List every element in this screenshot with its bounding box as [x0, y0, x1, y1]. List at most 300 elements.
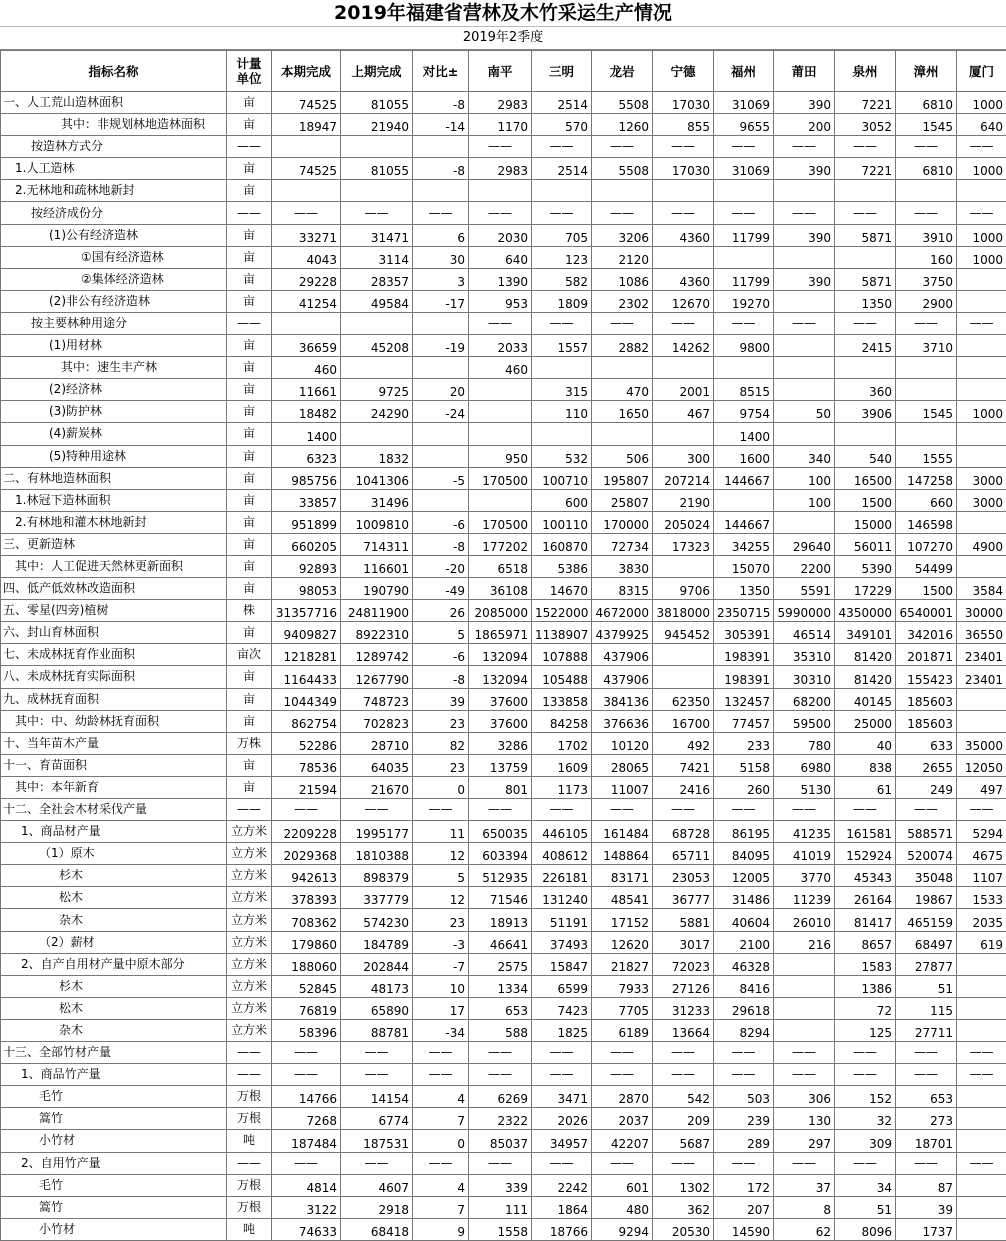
value-cell: 6599 [532, 975, 592, 997]
value-cell: 1545 [896, 114, 957, 136]
value-cell: 14262 [653, 335, 714, 357]
value-cell: 4379925 [592, 622, 653, 644]
value-cell: 239 [714, 1108, 774, 1130]
value-cell: 2037 [592, 1108, 653, 1130]
unit-cell: 亩 [227, 114, 272, 136]
value-cell: 65890 [341, 997, 413, 1019]
value-cell [957, 335, 1006, 357]
value-cell: 0 [413, 776, 469, 798]
value-cell: 13759 [469, 754, 532, 776]
value-cell: 27711 [896, 1019, 957, 1041]
value-cell: 273 [896, 1108, 957, 1130]
value-cell: 21670 [341, 776, 413, 798]
value-cell: —— [272, 799, 341, 821]
value-cell: 2322 [469, 1108, 532, 1130]
value-cell: —— [653, 1042, 714, 1064]
value-cell: 1267790 [341, 666, 413, 688]
value-cell [957, 975, 1006, 997]
value-cell: 1350 [714, 578, 774, 600]
table-row [1, 335, 1006, 357]
value-cell: 26 [413, 600, 469, 622]
value-cell: 1609 [532, 754, 592, 776]
value-cell: 4360 [653, 268, 714, 290]
value-cell [957, 1218, 1006, 1240]
value-cell: 3910 [896, 224, 957, 246]
value-cell: 1386 [835, 975, 896, 997]
value-cell: 1557 [532, 335, 592, 357]
value-cell: 41254 [272, 290, 341, 312]
value-cell: 2035 [957, 909, 1006, 931]
value-cell: 59500 [774, 710, 835, 732]
indicator-name-cell: 其中：速生丰产林 [1, 357, 227, 379]
value-cell: 1865971 [469, 622, 532, 644]
value-cell: 31069 [714, 92, 774, 114]
table-row [1, 357, 1006, 379]
table-row [1, 1064, 1006, 1086]
value-cell: 8315 [592, 578, 653, 600]
value-cell: 62 [774, 1218, 835, 1240]
value-cell [653, 180, 714, 202]
column-header: 本期完成 [272, 51, 341, 92]
value-cell: 6774 [341, 1108, 413, 1130]
unit-cell: 万根 [227, 1108, 272, 1130]
value-cell: 85037 [469, 1130, 532, 1152]
value-cell: —— [469, 1064, 532, 1086]
value-cell [957, 445, 1006, 467]
value-cell: 20530 [653, 1218, 714, 1240]
indicator-name-cell: 其中：非规划林地造林面积 [1, 114, 227, 136]
value-cell: 21594 [272, 776, 341, 798]
value-cell: 3017 [653, 931, 714, 953]
value-cell: -49 [413, 578, 469, 600]
value-cell [957, 710, 1006, 732]
value-cell: 42207 [592, 1130, 653, 1152]
value-cell [341, 357, 413, 379]
value-cell [653, 666, 714, 688]
value-cell [413, 357, 469, 379]
indicator-name-cell: 其中：本年新育 [1, 776, 227, 798]
value-cell: —— [835, 799, 896, 821]
value-cell: 650035 [469, 821, 532, 843]
value-cell: 170500 [469, 511, 532, 533]
table-row [1, 158, 1006, 180]
value-cell: 125 [835, 1019, 896, 1041]
table-row [1, 1019, 1006, 1041]
value-cell: 23053 [653, 865, 714, 887]
indicator-name-cell: 一、人工荒山造林面积 [1, 92, 227, 114]
value-cell: 64035 [341, 754, 413, 776]
table-row [1, 710, 1006, 732]
value-cell: 6323 [272, 445, 341, 467]
indicator-name-cell: (1)用材林 [1, 335, 227, 357]
value-cell: 1545 [896, 401, 957, 423]
value-cell [469, 423, 532, 445]
period-subtitle: 2019年2季度 [0, 27, 1006, 50]
value-cell [653, 246, 714, 268]
value-cell: 2190 [653, 489, 714, 511]
value-cell: 2900 [896, 290, 957, 312]
value-cell: 226181 [532, 865, 592, 887]
value-cell: 37600 [469, 688, 532, 710]
column-header: 计量单位 [227, 51, 272, 92]
value-cell: —— [896, 1152, 957, 1174]
value-cell: 160 [896, 246, 957, 268]
value-cell: —— [341, 202, 413, 224]
indicator-name-cell: 1.人工造林 [1, 158, 227, 180]
unit-cell: 亩次 [227, 644, 272, 666]
value-cell: 460 [272, 357, 341, 379]
value-cell: 52286 [272, 732, 341, 754]
value-cell: 144667 [714, 511, 774, 533]
value-cell: —— [469, 312, 532, 334]
value-cell: 172 [714, 1174, 774, 1196]
unit-cell: 亩 [227, 246, 272, 268]
value-cell: 588571 [896, 821, 957, 843]
table-row [1, 666, 1006, 688]
value-cell: 2120 [592, 246, 653, 268]
value-cell: 945452 [653, 622, 714, 644]
unit-cell: 亩 [227, 335, 272, 357]
indicator-name-cell: 杉木 [1, 865, 227, 887]
value-cell: 62350 [653, 688, 714, 710]
table-row [1, 379, 1006, 401]
column-header: 福州 [714, 51, 774, 92]
value-cell: 16500 [835, 467, 896, 489]
value-cell: 23 [413, 754, 469, 776]
value-cell [413, 445, 469, 467]
value-cell: 640 [469, 246, 532, 268]
value-cell: 3710 [896, 335, 957, 357]
value-cell: 2415 [835, 335, 896, 357]
value-cell: 14590 [714, 1218, 774, 1240]
value-cell: 30 [413, 246, 469, 268]
value-cell: 39 [896, 1196, 957, 1218]
value-cell: 116601 [341, 555, 413, 577]
value-cell: 3052 [835, 114, 896, 136]
value-cell: 23 [413, 710, 469, 732]
value-cell: —— [896, 1042, 957, 1064]
table-row [1, 114, 1006, 136]
value-cell: 7423 [532, 997, 592, 1019]
value-cell: 84258 [532, 710, 592, 732]
value-cell: 37 [774, 1174, 835, 1196]
value-cell: 8096 [835, 1218, 896, 1240]
value-cell: 6189 [592, 1019, 653, 1041]
value-cell: 188060 [272, 953, 341, 975]
value-cell: 1702 [532, 732, 592, 754]
value-cell: 2655 [896, 754, 957, 776]
value-cell: 6518 [469, 555, 532, 577]
unit-cell: 亩 [227, 357, 272, 379]
unit-cell: 亩 [227, 776, 272, 798]
unit-cell: 亩 [227, 754, 272, 776]
value-cell [835, 180, 896, 202]
value-cell: —— [592, 1064, 653, 1086]
table-row [1, 622, 1006, 644]
value-cell [714, 489, 774, 511]
value-cell: 9706 [653, 578, 714, 600]
value-cell: 360 [835, 379, 896, 401]
indicator-name-cell: 按造林方式分 [1, 136, 227, 158]
value-cell [272, 136, 341, 158]
value-cell: 4814 [272, 1174, 341, 1196]
value-cell [714, 180, 774, 202]
column-header: 对比± [413, 51, 469, 92]
value-cell: 1522000 [532, 600, 592, 622]
value-cell: 384136 [592, 688, 653, 710]
value-cell: 4672000 [592, 600, 653, 622]
value-cell: 195807 [592, 467, 653, 489]
value-cell [835, 357, 896, 379]
column-header: 指标名称 [1, 51, 227, 92]
value-cell: 1302 [653, 1174, 714, 1196]
value-cell: 2514 [532, 158, 592, 180]
value-cell: 17152 [592, 909, 653, 931]
value-cell: 88781 [341, 1019, 413, 1041]
table-row [1, 401, 1006, 423]
value-cell: 14670 [532, 578, 592, 600]
value-cell: —— [714, 799, 774, 821]
value-cell: 985756 [272, 467, 341, 489]
value-cell: 2983 [469, 92, 532, 114]
value-cell: 653 [469, 997, 532, 1019]
value-cell: 2514 [532, 92, 592, 114]
value-cell: —— [532, 1064, 592, 1086]
value-cell: 87 [896, 1174, 957, 1196]
value-cell: 4607 [341, 1174, 413, 1196]
table-row [1, 1152, 1006, 1174]
value-cell: 17 [413, 997, 469, 1019]
value-cell: 17229 [835, 578, 896, 600]
value-cell: —— [896, 799, 957, 821]
value-cell: 1600 [714, 445, 774, 467]
value-cell: —— [957, 136, 1006, 158]
value-cell: 1000 [957, 246, 1006, 268]
value-cell: 51191 [532, 909, 592, 931]
value-cell [532, 357, 592, 379]
value-cell: 2416 [653, 776, 714, 798]
value-cell: 1650 [592, 401, 653, 423]
value-cell: 77457 [714, 710, 774, 732]
unit-cell: 亩 [227, 445, 272, 467]
table-row [1, 754, 1006, 776]
value-cell: 84095 [714, 843, 774, 865]
value-cell: 35048 [896, 865, 957, 887]
value-cell: 1107 [957, 865, 1006, 887]
value-cell: 3830 [592, 555, 653, 577]
value-cell: 2100 [714, 931, 774, 953]
value-cell: -19 [413, 335, 469, 357]
value-cell: 5386 [532, 555, 592, 577]
value-cell: —— [653, 136, 714, 158]
value-cell: 503 [714, 1086, 774, 1108]
value-cell: -34 [413, 1019, 469, 1041]
value-cell: 7933 [592, 975, 653, 997]
value-cell: 49584 [341, 290, 413, 312]
value-cell: 185603 [896, 688, 957, 710]
value-cell: —— [653, 1152, 714, 1174]
value-cell: 15070 [714, 555, 774, 577]
value-cell: 29640 [774, 533, 835, 555]
value-cell: —— [341, 1064, 413, 1086]
value-cell: —— [896, 312, 957, 334]
value-cell: 14766 [272, 1086, 341, 1108]
unit-cell: 亩 [227, 158, 272, 180]
header-row [1, 51, 1006, 92]
value-cell: 15000 [835, 511, 896, 533]
column-header: 南平 [469, 51, 532, 92]
value-cell: 582 [532, 268, 592, 290]
table-row [1, 600, 1006, 622]
value-cell: 780 [774, 732, 835, 754]
value-cell: 9754 [714, 401, 774, 423]
value-cell: 46514 [774, 622, 835, 644]
value-cell: —— [592, 1152, 653, 1174]
value-cell: 898379 [341, 865, 413, 887]
value-cell: 5871 [835, 268, 896, 290]
value-cell: 27877 [896, 953, 957, 975]
value-cell: 6269 [469, 1086, 532, 1108]
value-cell: —— [957, 1042, 1006, 1064]
value-cell: 72023 [653, 953, 714, 975]
value-cell: 36659 [272, 335, 341, 357]
value-cell: 942613 [272, 865, 341, 887]
value-cell [714, 357, 774, 379]
indicator-name-cell: (5)特种用途林 [1, 445, 227, 467]
value-cell: —— [653, 312, 714, 334]
value-cell: 9800 [714, 335, 774, 357]
value-cell: —— [774, 136, 835, 158]
table-row [1, 644, 1006, 666]
unit-cell: 亩 [227, 555, 272, 577]
value-cell: 588 [469, 1019, 532, 1041]
unit-cell: —— [227, 1042, 272, 1064]
indicator-name-cell: 2.无林地和疏林地新封 [1, 180, 227, 202]
value-cell: 200 [774, 114, 835, 136]
value-cell [896, 180, 957, 202]
value-cell: 1218281 [272, 644, 341, 666]
value-cell: 8294 [714, 1019, 774, 1041]
table-row [1, 1108, 1006, 1130]
value-cell: 1864 [532, 1196, 592, 1218]
indicator-name-cell: (2)非公有经济造林 [1, 290, 227, 312]
value-cell [714, 246, 774, 268]
column-header: 三明 [532, 51, 592, 92]
value-cell: 3 [413, 268, 469, 290]
value-cell: 4043 [272, 246, 341, 268]
value-cell: —— [714, 312, 774, 334]
value-cell: 68728 [653, 821, 714, 843]
value-cell [774, 953, 835, 975]
value-cell: 81055 [341, 92, 413, 114]
value-cell [957, 688, 1006, 710]
value-cell: 633 [896, 732, 957, 754]
table-row [1, 732, 1006, 754]
unit-cell: 立方米 [227, 865, 272, 887]
value-cell: 5508 [592, 158, 653, 180]
value-cell: -17 [413, 290, 469, 312]
value-cell: 81417 [835, 909, 896, 931]
value-cell: 6810 [896, 92, 957, 114]
indicator-name-cell: 按主要林种用途分 [1, 312, 227, 334]
value-cell: 2983 [469, 158, 532, 180]
value-cell [653, 644, 714, 666]
value-cell: 187531 [341, 1130, 413, 1152]
table-row [1, 799, 1006, 821]
value-cell: 951899 [272, 511, 341, 533]
table-row [1, 843, 1006, 865]
unit-cell: 亩 [227, 268, 272, 290]
value-cell: 6 [413, 224, 469, 246]
value-cell: 24811900 [341, 600, 413, 622]
value-cell: 28357 [341, 268, 413, 290]
value-cell: —— [957, 1064, 1006, 1086]
value-cell: 1533 [957, 887, 1006, 909]
value-cell: 40604 [714, 909, 774, 931]
value-cell: —— [532, 136, 592, 158]
value-cell: —— [469, 202, 532, 224]
value-cell: 31486 [714, 887, 774, 909]
unit-cell: —— [227, 799, 272, 821]
value-cell: —— [532, 799, 592, 821]
table-row [1, 136, 1006, 158]
value-cell: —— [341, 799, 413, 821]
value-cell: 155423 [896, 666, 957, 688]
value-cell: 1583 [835, 953, 896, 975]
value-cell: 1832 [341, 445, 413, 467]
table-row [1, 1086, 1006, 1108]
value-cell: 446105 [532, 821, 592, 843]
value-cell [835, 423, 896, 445]
value-cell: 9 [413, 1218, 469, 1240]
value-cell: 31233 [653, 997, 714, 1019]
value-cell: 35310 [774, 644, 835, 666]
indicator-name-cell: 小竹材 [1, 1218, 227, 1240]
value-cell: 1810388 [341, 843, 413, 865]
value-cell: 337779 [341, 887, 413, 909]
value-cell: 309 [835, 1130, 896, 1152]
value-cell: 31471 [341, 224, 413, 246]
indicator-name-cell: 十二、全社会木材采伐产量 [1, 799, 227, 821]
value-cell: 5881 [653, 909, 714, 931]
page-title: 2019年福建省营林及木竹采运生产情况 [0, 0, 1006, 27]
value-cell: 37600 [469, 710, 532, 732]
table-row [1, 511, 1006, 533]
value-cell: -5 [413, 467, 469, 489]
value-cell: 8657 [835, 931, 896, 953]
indicator-name-cell: 其中：中、幼龄林抚育面积 [1, 710, 227, 732]
value-cell: 5130 [774, 776, 835, 798]
value-cell: 9725 [341, 379, 413, 401]
column-header: 莆田 [774, 51, 835, 92]
value-cell: —— [835, 1042, 896, 1064]
value-cell: 12 [413, 843, 469, 865]
table-row [1, 533, 1006, 555]
value-cell [896, 423, 957, 445]
value-cell: 107270 [896, 533, 957, 555]
value-cell: 0 [413, 1130, 469, 1152]
indicator-name-cell: 毛竹 [1, 1174, 227, 1196]
value-cell: 8416 [714, 975, 774, 997]
table-row [1, 821, 1006, 843]
unit-cell: 立方米 [227, 975, 272, 997]
unit-cell: 亩 [227, 379, 272, 401]
value-cell: —— [896, 1064, 957, 1086]
table-row [1, 268, 1006, 290]
value-cell: 31357716 [272, 600, 341, 622]
value-cell: —— [341, 1152, 413, 1174]
indicator-name-cell: 十三、全部竹材产量 [1, 1042, 227, 1064]
